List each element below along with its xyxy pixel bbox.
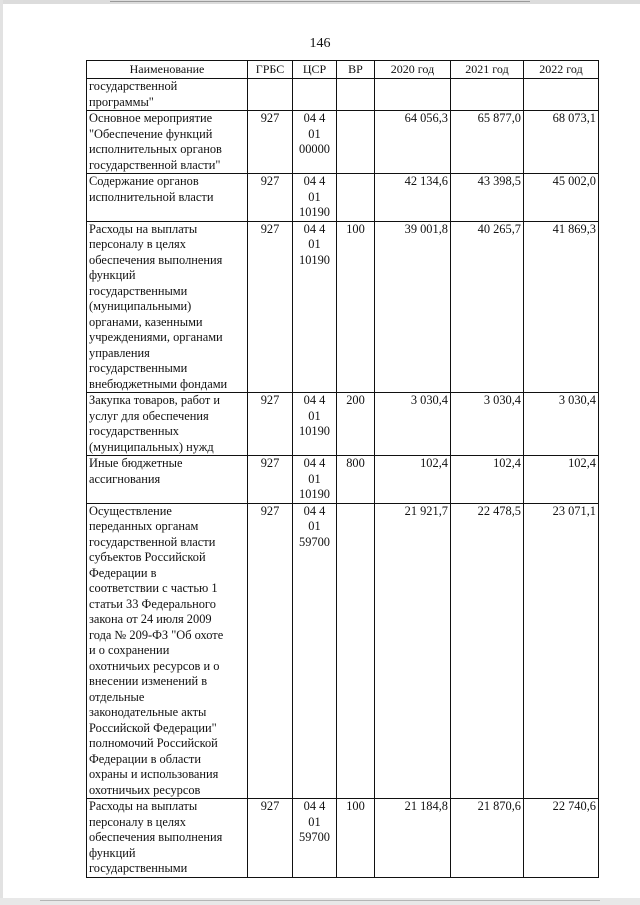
header-grbs: ГРБС (248, 61, 293, 79)
cell-2021: 22 478,5 (451, 503, 524, 799)
cell-2021: 3 030,4 (451, 393, 524, 456)
cell-2020: 21 184,8 (375, 799, 451, 878)
header-csr: ЦСР (293, 61, 337, 79)
cell-grbs: 927 (248, 174, 293, 222)
cell-grbs: 927 (248, 393, 293, 456)
csr-part: 01 (308, 126, 321, 141)
cell-name: Закупка товаров, работ и услуг для обеспечения государственных (муниципальных) нужд (87, 393, 248, 456)
cell-grbs (248, 79, 293, 111)
table-body (87, 79, 599, 878)
csr-part: 01 (308, 519, 321, 533)
csr-part: 59700 (299, 534, 330, 549)
header-2021: 2021 год (451, 61, 524, 79)
cell-2020 (375, 79, 451, 111)
csr-part: 04 4 (303, 503, 326, 518)
cell-vr: 800 (337, 456, 375, 504)
csr-part: 10190 (299, 424, 330, 438)
cell-2022 (524, 79, 599, 111)
table-row (87, 799, 599, 878)
cell-2020: 42 134,6 (375, 174, 451, 222)
csr-part: 10190 (299, 252, 330, 267)
header-vr: ВР (337, 61, 375, 79)
cell-csr (293, 503, 337, 799)
csr-part: 04 4 (303, 799, 326, 813)
cell-2022: 3 030,4 (524, 393, 599, 456)
table-row (87, 503, 599, 799)
cell-2021: 40 265,7 (451, 221, 524, 393)
csr-part: 04 4 (303, 111, 326, 125)
header-name: Наименование (87, 61, 248, 79)
cell-2021: 43 398,5 (451, 174, 524, 222)
header-2022: 2022 год (524, 61, 599, 79)
cell-csr (293, 221, 337, 393)
cell-grbs: 927 (248, 221, 293, 393)
cell-name: Основное мероприятие "Обеспечение функций исполнительных органов государственной власти" (87, 111, 248, 174)
table-row (87, 111, 599, 174)
cell-2020: 21 921,7 (375, 503, 451, 799)
cell-grbs: 927 (248, 503, 293, 799)
cell-2021: 102,4 (451, 456, 524, 504)
cell-2022: 102,4 (524, 456, 599, 504)
csr-part: 00000 (299, 142, 330, 156)
csr-part: 04 4 (303, 456, 326, 470)
cell-vr (337, 79, 375, 111)
cell-csr (293, 174, 337, 222)
cell-name: Осуществление переданных органам государственной власти субъектов Российской Федерации в соответствии с частью 1 статьи 33 Федерального закона от 24 июля 2009 года № 209-ФЗ "Об охоте и о сохранении охотничьих ресурсов и о внесении изменений в отдельные законодательные акты Российской Федерации" полномочий Российской Федерации в области охраны и использования охотничьих ресурсов (87, 503, 248, 799)
table-row (87, 456, 599, 504)
cell-grbs: 927 (248, 799, 293, 878)
cell-2020: 3 030,4 (375, 393, 451, 456)
cell-name: Иные бюджетные ассигнования (87, 456, 248, 504)
csr-part: 04 4 (303, 393, 326, 407)
cell-2021: 65 877,0 (451, 111, 524, 174)
cell-2021: 21 870,6 (451, 799, 524, 878)
cell-name: Расходы на выплаты персоналу в целях обеспечения выполнения функций государственными (87, 799, 248, 878)
csr-part: 01 (308, 189, 321, 204)
cell-csr (293, 79, 337, 111)
cell-2022: 68 073,1 (524, 111, 599, 174)
cell-csr (293, 393, 337, 456)
csr-part: 59700 (299, 830, 330, 844)
cell-name: государственной программы" (87, 79, 248, 111)
cell-2020: 102,4 (375, 456, 451, 504)
cell-name: Содержание органов исполнительной власти (87, 174, 248, 222)
csr-part: 01 (308, 408, 321, 423)
csr-part: 04 4 (303, 221, 326, 236)
cell-csr (293, 456, 337, 504)
table-row (87, 79, 599, 111)
csr-part: 10190 (299, 487, 330, 501)
table-row (87, 221, 599, 393)
cell-vr: 100 (337, 799, 375, 878)
table-row (87, 393, 599, 456)
csr-part: 01 (308, 814, 321, 829)
header-2020: 2020 год (375, 61, 451, 79)
cell-grbs: 927 (248, 111, 293, 174)
cell-2020: 39 001,8 (375, 221, 451, 393)
cell-csr (293, 799, 337, 878)
csr-part: 10190 (299, 205, 330, 219)
cell-2022: 22 740,6 (524, 799, 599, 878)
csr-part: 01 (308, 471, 321, 486)
scan-bottom-edge (0, 898, 640, 905)
cell-2020: 64 056,3 (375, 111, 451, 174)
cell-2022: 41 869,3 (524, 221, 599, 393)
cell-name: Расходы на выплаты персоналу в целях обеспечения выполнения функций государственными (муниципальными) органами, казенными учреждениями, органами управления государственными внебюджетными фондами (87, 221, 248, 393)
cell-2022: 45 002,0 (524, 174, 599, 222)
cell-2022: 23 071,1 (524, 503, 599, 799)
scan-top-edge (0, 0, 640, 4)
scan-left-edge (0, 0, 3, 905)
table-header-row (87, 61, 599, 79)
csr-part: 01 (308, 237, 321, 251)
budget-table (86, 60, 599, 878)
cell-2021 (451, 79, 524, 111)
cell-vr (337, 111, 375, 174)
cell-vr (337, 503, 375, 799)
table-row (87, 174, 599, 222)
cell-vr: 200 (337, 393, 375, 456)
cell-csr (293, 111, 337, 174)
cell-grbs: 927 (248, 456, 293, 504)
cell-vr (337, 174, 375, 222)
csr-part: 04 4 (303, 174, 326, 188)
page-number: 146 (309, 36, 331, 51)
cell-vr: 100 (337, 221, 375, 393)
